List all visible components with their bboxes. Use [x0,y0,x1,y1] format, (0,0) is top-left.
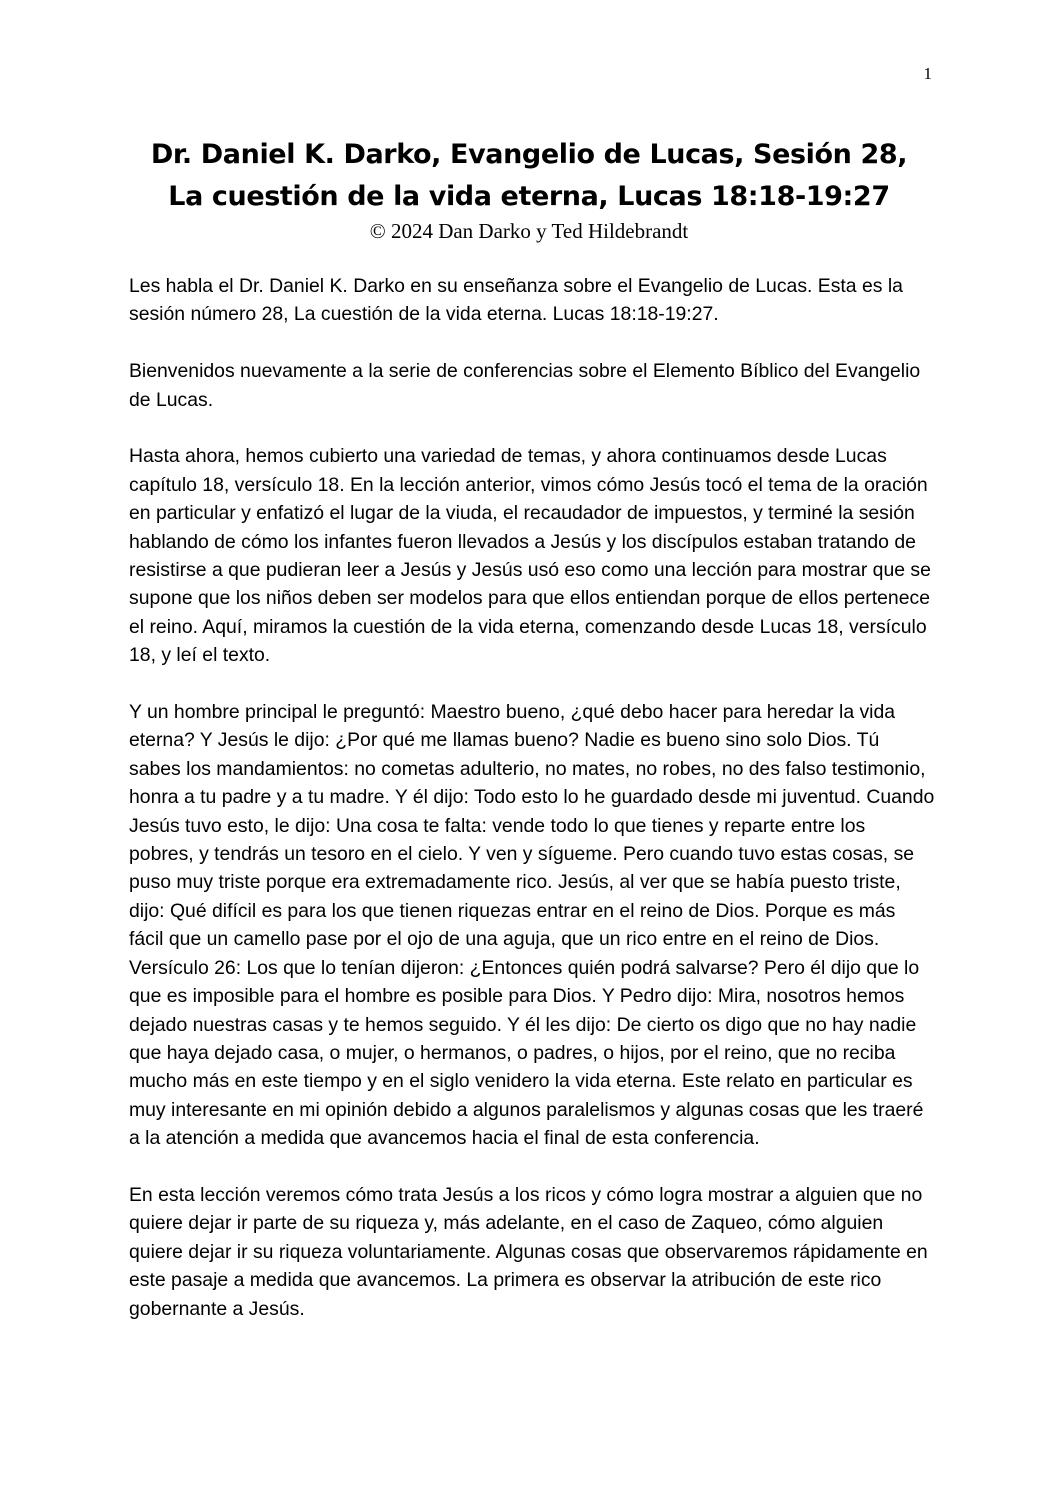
paragraph-lesson-overview: En esta lección veremos cómo trata Jesús a los ricos y cómo logra mostrar a alguien que no quiere dejar ir parte de su riqueza y, más adelante, en el caso de Zaqueo, cómo alguien quiere dejar ir su riqueza voluntariamente. Algunas cosas que observaremos rápidamente en este pasaje a medida que avancemos. La primera es observar la atribución de este rico gobernante a Jesús. [129,1183,928,1320]
page-number: 1 [923,64,932,83]
title-line-1: Dr. Daniel K. Darko, Evangelio de Lucas, Sesión 28, [150,139,908,170]
copyright-notice: © 2024 Dan Darko y Ted Hildebrandt [369,219,689,243]
paragraph-recap: Hasta ahora, hemos cubierto una variedad de temas, y ahora continuamos desde Lucas capítulo 18, versículo 18. En la lección anterior, vimos cómo Jesús tocó el tema de la oración en particular y enfatizó el lugar de la viuda, el recaudador de impuestos, y terminé la sesión hablando de cómo los infantes fueron llevados a Jesús y los discípulos estaban tratando de resistirse a que pudieran leer a Jesús y Jesús usó eso como una lección para mostrar que se supone que los niños deben ser modelos para que ellos entiendan porque de ellos pertenece el reino. Aquí, miramos la cuestión de la vida eterna, comenzando desde Lucas 18, versículo 18, y leí el texto. [129,445,931,667]
document-title [0,134,1058,218]
paragraph-scripture-reading: Y un hombre principal le preguntó: Maestro bueno, ¿qué debo hacer para heredar la vida eterna? Y Jesús le dijo: ¿Por qué me llamas bueno? Nadie es bueno sino solo Dios. Tú sabes los mandamientos: no cometas adulterio, no mates, no robes, no des falso testimonio, honra a tu padre y a tu madre. Y él dijo: Todo esto lo he guardado desde mi juventud. Cuando Jesús tuvo esto, le dijo: Una cosa te falta: vende todo lo que tienes y reparte entre los pobres, y tendrás un tesoro en el cielo. Y ven y sígueme. Pero cuando tuvo estas cosas, se puso muy triste porque era extremadamente rico. Jesús, al ver que se había puesto triste, dijo: Qué difícil es para los que tienen riquezas entrar en el reino de Dios. Porque es más fácil que un camello pase por el ojo de una aguja, que un rico entre en el reino de Dios. Versículo 26: Los que lo tenían dijeron: ¿Entonces quién podrá salvarse? Pero él dijo que lo que es imposible para el hombre es posible para Dios. Y Pedro dijo: Mira, nosotros hemos dejado nuestras casas y te hemos seguido. Y él les dijo: De cierto os digo que no hay nadie que haya dejado casa, o mujer, o hermanos, o padres, o hijos, por el reino, que no reciba mucho más en este tiempo y en el siglo venidero la vida eterna. Este relato en particular es muy interesante en mi opinión debido a algunos paralelismos y algunas cosas que les traeré a la atención a medida que avancemos hacia el final de esta conferencia. [129,701,935,1150]
document-header [0,134,1058,244]
document-body [129,272,935,1351]
paragraph-intro: Les habla el Dr. Daniel K. Darko en su enseñanza sobre el Evangelio de Lucas. Esta es la sesión número 28, La cuestión de la vida eterna. Lucas 18:18-19:27. [129,275,903,326]
paragraph-welcome: Bienvenidos nuevamente a la serie de conferencias sobre el Elemento Bíblico del Evangelio de Lucas. [129,360,921,411]
title-line-2: La cuestión de la vida eterna, Lucas 18:18-19:27 [168,181,890,212]
